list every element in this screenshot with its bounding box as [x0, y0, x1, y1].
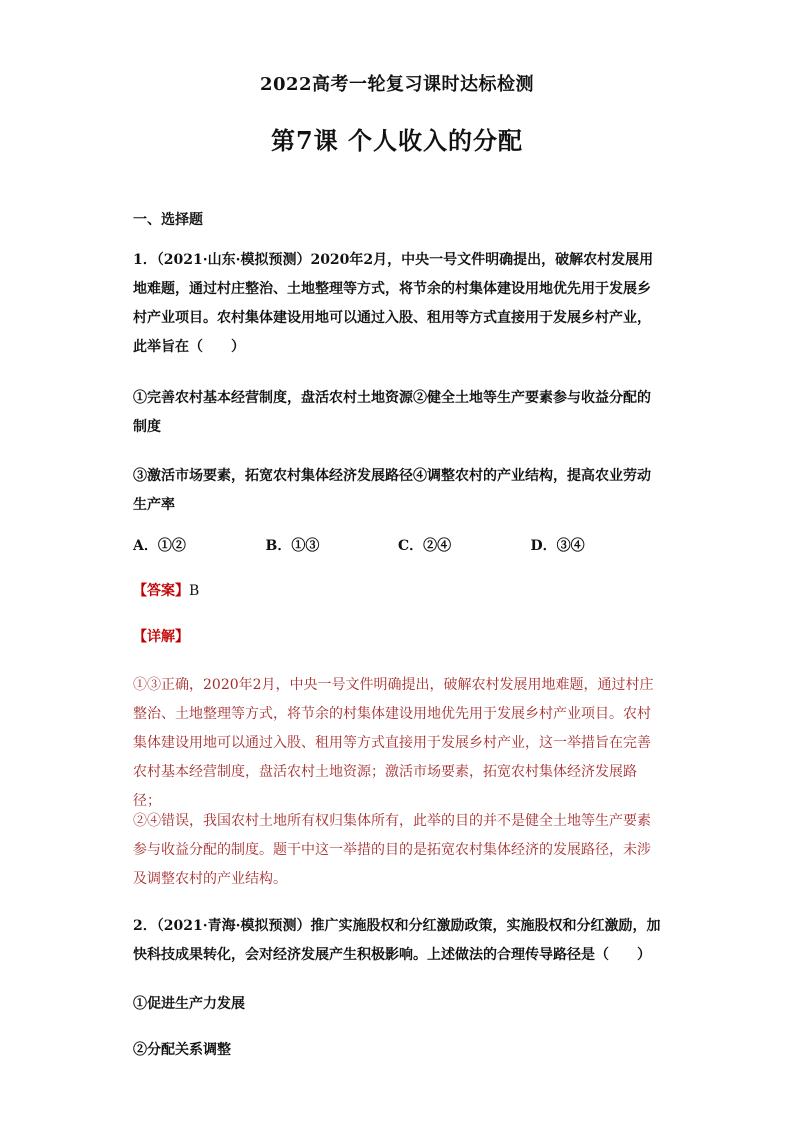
lesson-title: 第7课 个人收入的分配 [270, 126, 524, 155]
choice-d: D．③④ [530, 538, 585, 554]
question-1-choices [133, 535, 663, 555]
question-1-statements-1-2: ①完善农村基本经营制度，盘活农村土地资源②健全土地等生产要素参与收益分配的制度 [133, 390, 651, 435]
choice-c: C．②④ [398, 538, 452, 554]
explanation-incorrect: ②④错误，我国农村土地所有权归集体所有，此举的目的并不是健全土地等生产要素参与收益分配的制度。题干中这一举措的目的是拓宽农村集体经济的发展路径，未涉及调整农村的产业结构。 [133, 813, 651, 887]
answer-value: B [189, 583, 200, 599]
explanation-correct: ①③正确，2020年2月，中央一号文件明确提出，破解农村发展用地难题，通过村庄整治、土地整理等方式，将节余的村集体建设用地优先用于发展乡村产业项目。农村集体建设用地可以通过入股、租用等方式直接用于发展乡村产业，这一举措旨在完善农村基本经营制度，盘活农村土地资源；激活市场要素，拓宽农村集体经济发展路径； [133, 677, 654, 809]
choice-a: A．①② [133, 538, 186, 554]
question-2-statement-1: ①促进生产力发展 [133, 996, 245, 1012]
detail-tag: 【详解】 [133, 629, 189, 645]
answer-line [133, 580, 199, 600]
section-heading: 一、选择题 [133, 212, 203, 228]
choice-b: B．①③ [265, 538, 320, 554]
question-1-stem: 1．（2021·山东·模拟预测）2020年2月，中央一号文件明确提出，破解农村发展用地难题，通过村庄整治、土地整理等方式，将节余的村集体建设用地优先用于发展乡村产业项目。农村集体建设用地可以通过入股、租用等方式直接用于发展乡村产业，此举旨在（ ） [133, 252, 654, 355]
document-title: 2022高考一轮复习课时达标检测 [259, 74, 535, 95]
question-2-statement-2: ②分配关系调整 [133, 1042, 231, 1058]
answer-tag: 【答案】 [133, 583, 189, 599]
question-2-stem: 2．（2021·青海·模拟预测）推广实施股权和分红激励政策，实施股权和分红激励，加快科技成果转化，会对经济发展产生积极影响。上述做法的合理传导路径是（ ） [133, 918, 661, 963]
question-1-statements-3-4: ③激活市场要素，拓宽农村集体经济发展路径④调整农村的产业结构，提高农业劳动生产率 [133, 468, 651, 513]
